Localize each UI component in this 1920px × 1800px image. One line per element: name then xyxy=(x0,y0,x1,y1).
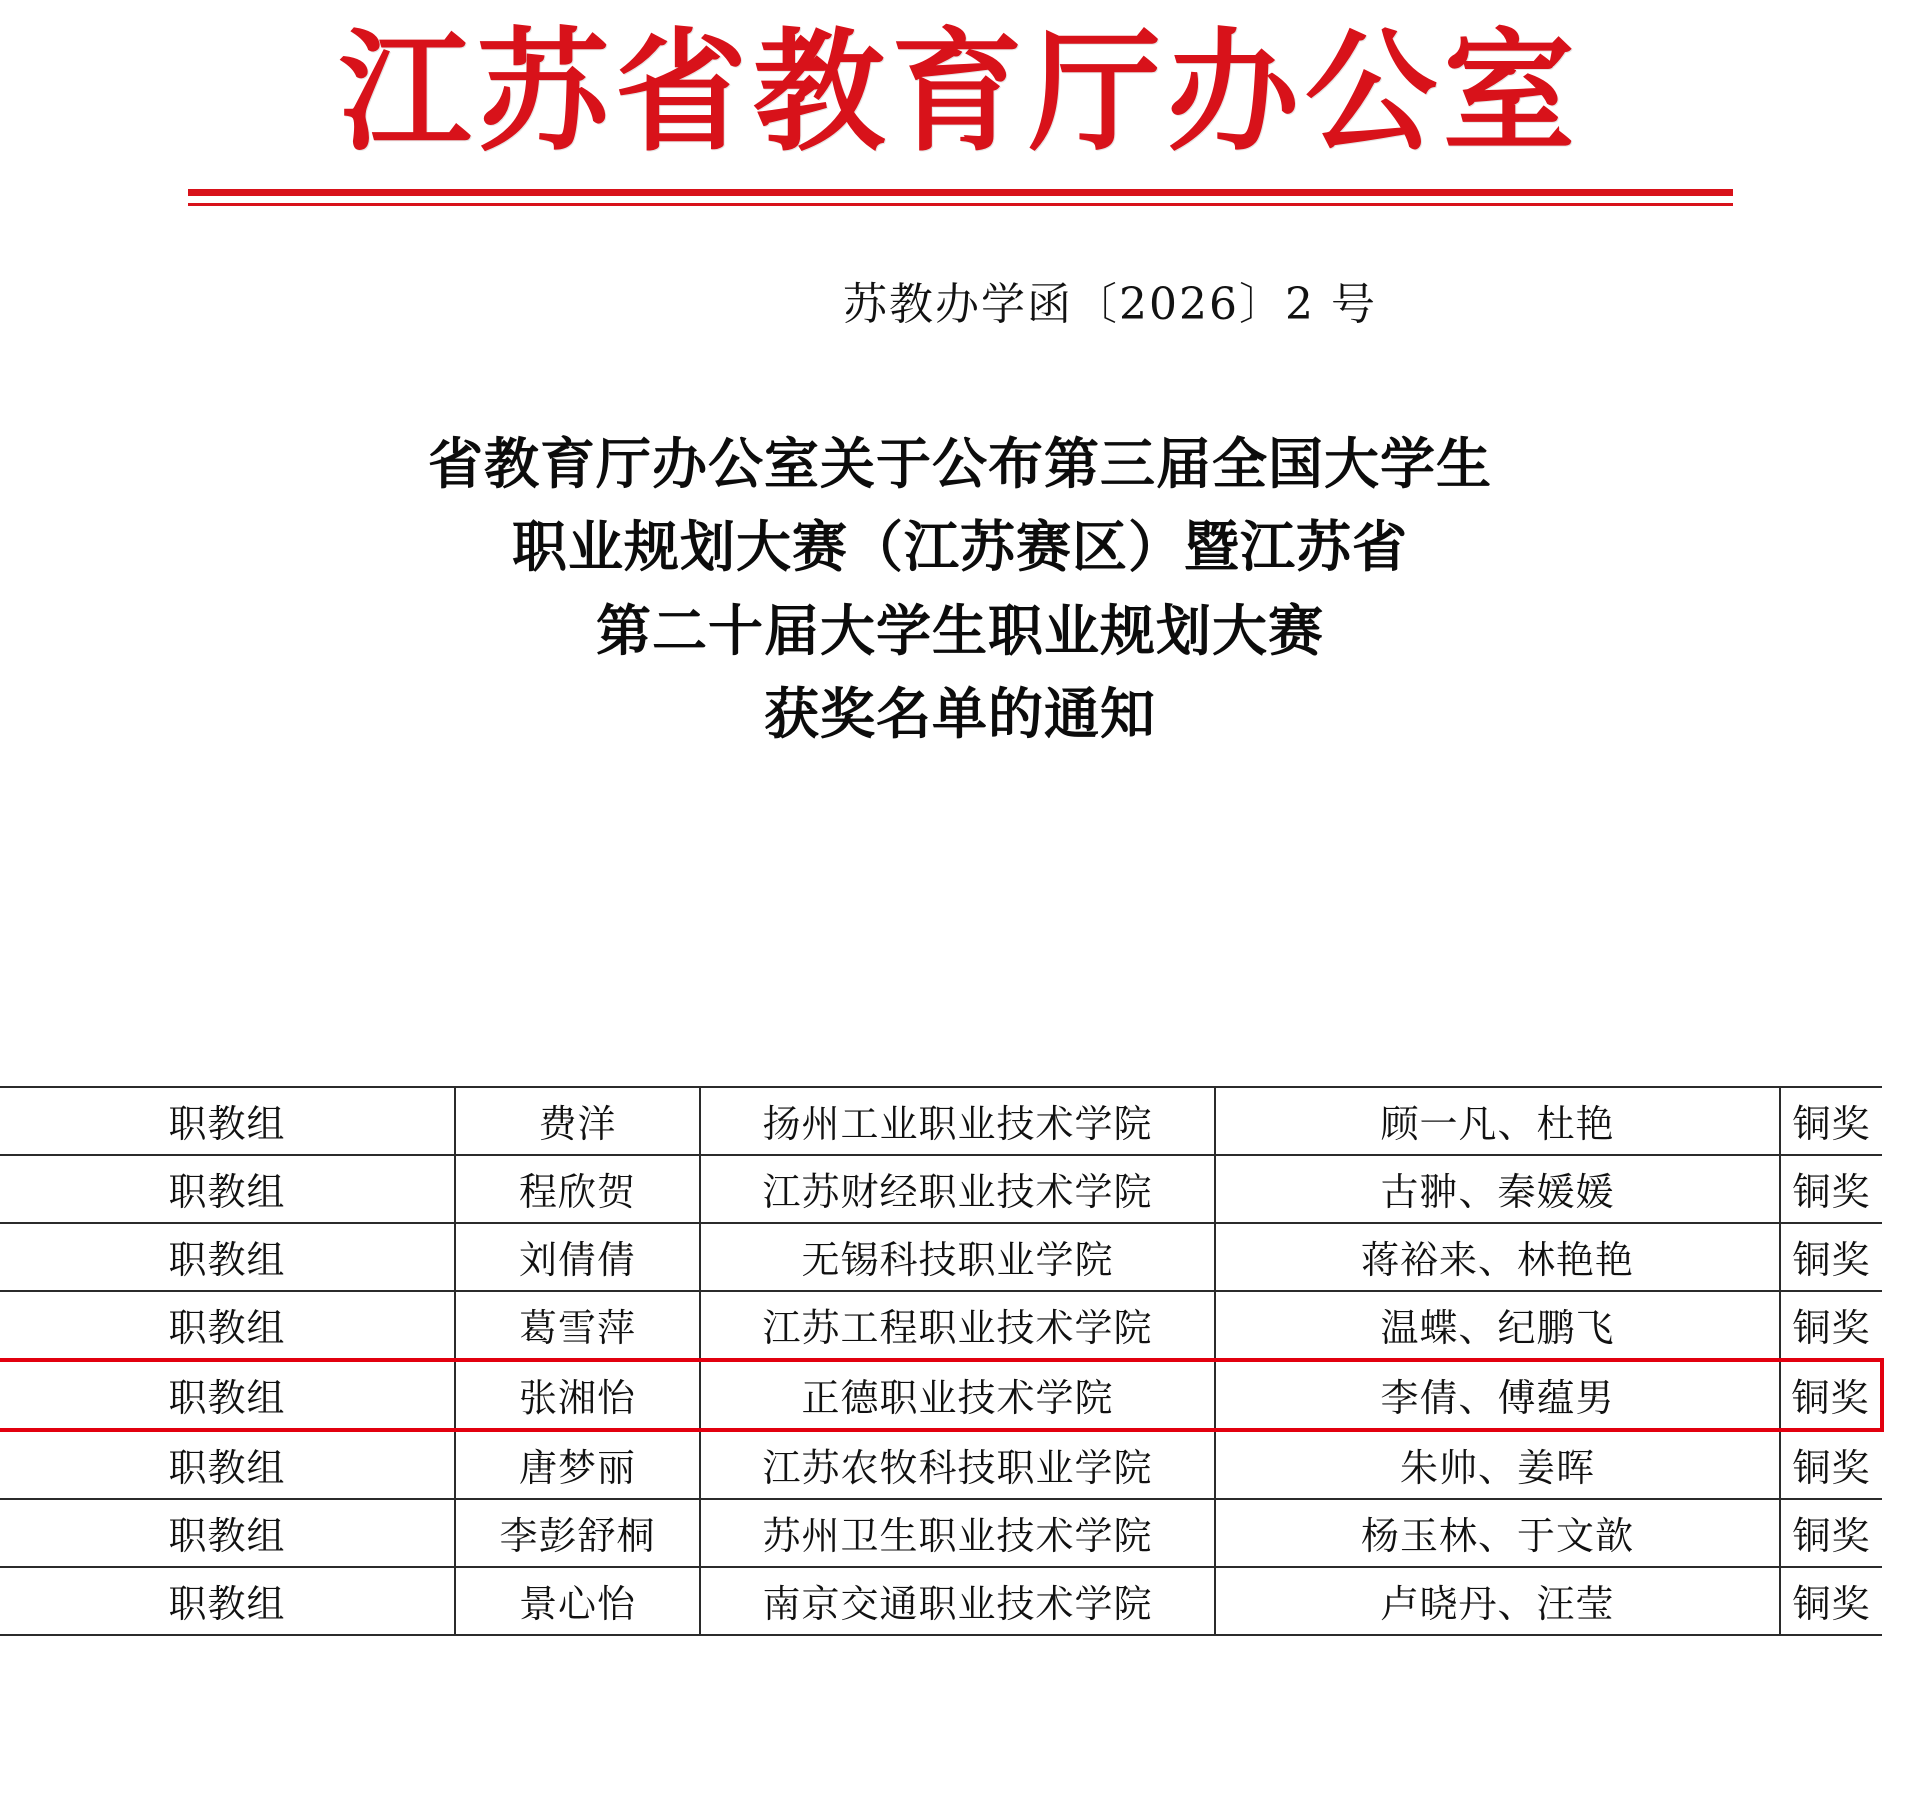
cell-award: 铜奖 xyxy=(1780,1291,1882,1360)
table-row-highlighted xyxy=(0,1360,1882,1430)
award-table-body xyxy=(0,1087,1882,1635)
cell-award: 铜奖 xyxy=(1780,1567,1882,1635)
cell-teachers: 杨玉林、于文歆 xyxy=(1215,1499,1780,1567)
cell-school: 扬州工业职业技术学院 xyxy=(700,1087,1215,1155)
issuing-organization-title: 江苏省教育厅办公室 xyxy=(339,15,1581,170)
award-table-wrapper xyxy=(0,1086,1920,1636)
masthead-divider xyxy=(188,189,1733,206)
cell-award: 铜奖 xyxy=(1780,1223,1882,1291)
cell-group: 职教组 xyxy=(0,1087,455,1155)
table-row xyxy=(0,1430,1882,1499)
masthead-divider-thin xyxy=(188,203,1733,206)
table-row xyxy=(0,1087,1882,1155)
cell-school: 江苏工程职业技术学院 xyxy=(700,1291,1215,1360)
table-row xyxy=(0,1499,1882,1567)
cell-teachers: 李倩、傅蕴男 xyxy=(1215,1360,1780,1430)
cell-award: 铜奖 xyxy=(1780,1087,1882,1155)
table-row xyxy=(0,1155,1882,1223)
cell-school: 无锡科技职业学院 xyxy=(700,1223,1215,1291)
cell-teachers: 温蝶、纪鹏飞 xyxy=(1215,1291,1780,1360)
cell-group: 职教组 xyxy=(0,1223,455,1291)
cell-participant: 李彭舒桐 xyxy=(455,1499,700,1567)
cell-participant: 刘倩倩 xyxy=(455,1223,700,1291)
cell-teachers: 卢晓丹、汪莹 xyxy=(1215,1567,1780,1635)
cell-group: 职教组 xyxy=(0,1567,455,1635)
document-title-line-2: 职业规划大赛（江苏赛区）暨江苏省 xyxy=(511,514,1408,580)
cell-teachers: 蒋裕来、林艳艳 xyxy=(1215,1223,1780,1291)
document-number: 苏教办学函〔2026〕2 号 xyxy=(843,278,1377,330)
cell-group: 职教组 xyxy=(0,1499,455,1567)
document-body-spacer xyxy=(0,756,1920,1086)
cell-participant: 张湘怡 xyxy=(455,1360,700,1430)
cell-school: 正德职业技术学院 xyxy=(700,1360,1215,1430)
masthead-divider-thick xyxy=(188,189,1733,196)
cell-participant: 景心怡 xyxy=(455,1567,700,1635)
cell-group: 职教组 xyxy=(0,1360,455,1430)
cell-school: 苏州卫生职业技术学院 xyxy=(700,1499,1215,1567)
table-row xyxy=(0,1567,1882,1635)
document-title-line-4: 获奖名单的通知 xyxy=(763,681,1156,747)
cell-group: 职教组 xyxy=(0,1291,455,1360)
cell-award: 铜奖 xyxy=(1780,1155,1882,1223)
cell-group: 职教组 xyxy=(0,1155,455,1223)
masthead-divider-gap xyxy=(188,196,1733,203)
award-table xyxy=(0,1086,1884,1636)
cell-participant: 费洋 xyxy=(455,1087,700,1155)
document-title xyxy=(180,422,1740,756)
cell-teachers: 顾一凡、杜艳 xyxy=(1215,1087,1780,1155)
cell-teachers: 古翀、秦媛媛 xyxy=(1215,1155,1780,1223)
page-bottom-padding xyxy=(0,1636,1920,1666)
cell-participant: 程欣贺 xyxy=(455,1155,700,1223)
cell-school: 南京交通职业技术学院 xyxy=(700,1567,1215,1635)
cell-award: 铜奖 xyxy=(1780,1360,1882,1430)
document-masthead xyxy=(0,0,1920,206)
cell-school: 江苏农牧科技职业学院 xyxy=(700,1430,1215,1499)
document-title-line-3: 第二十届大学生职业规划大赛 xyxy=(595,597,1324,663)
cell-participant: 唐梦丽 xyxy=(455,1430,700,1499)
cell-award: 铜奖 xyxy=(1780,1430,1882,1499)
cell-group: 职教组 xyxy=(0,1430,455,1499)
table-row xyxy=(0,1291,1882,1360)
cell-award: 铜奖 xyxy=(1780,1499,1882,1567)
cell-participant: 葛雪萍 xyxy=(455,1291,700,1360)
document-title-line-1: 省教育厅办公室关于公布第三届全国大学生 xyxy=(427,430,1492,496)
cell-school: 江苏财经职业技术学院 xyxy=(700,1155,1215,1223)
cell-teachers: 朱帅、姜晖 xyxy=(1215,1430,1780,1499)
table-row xyxy=(0,1223,1882,1291)
